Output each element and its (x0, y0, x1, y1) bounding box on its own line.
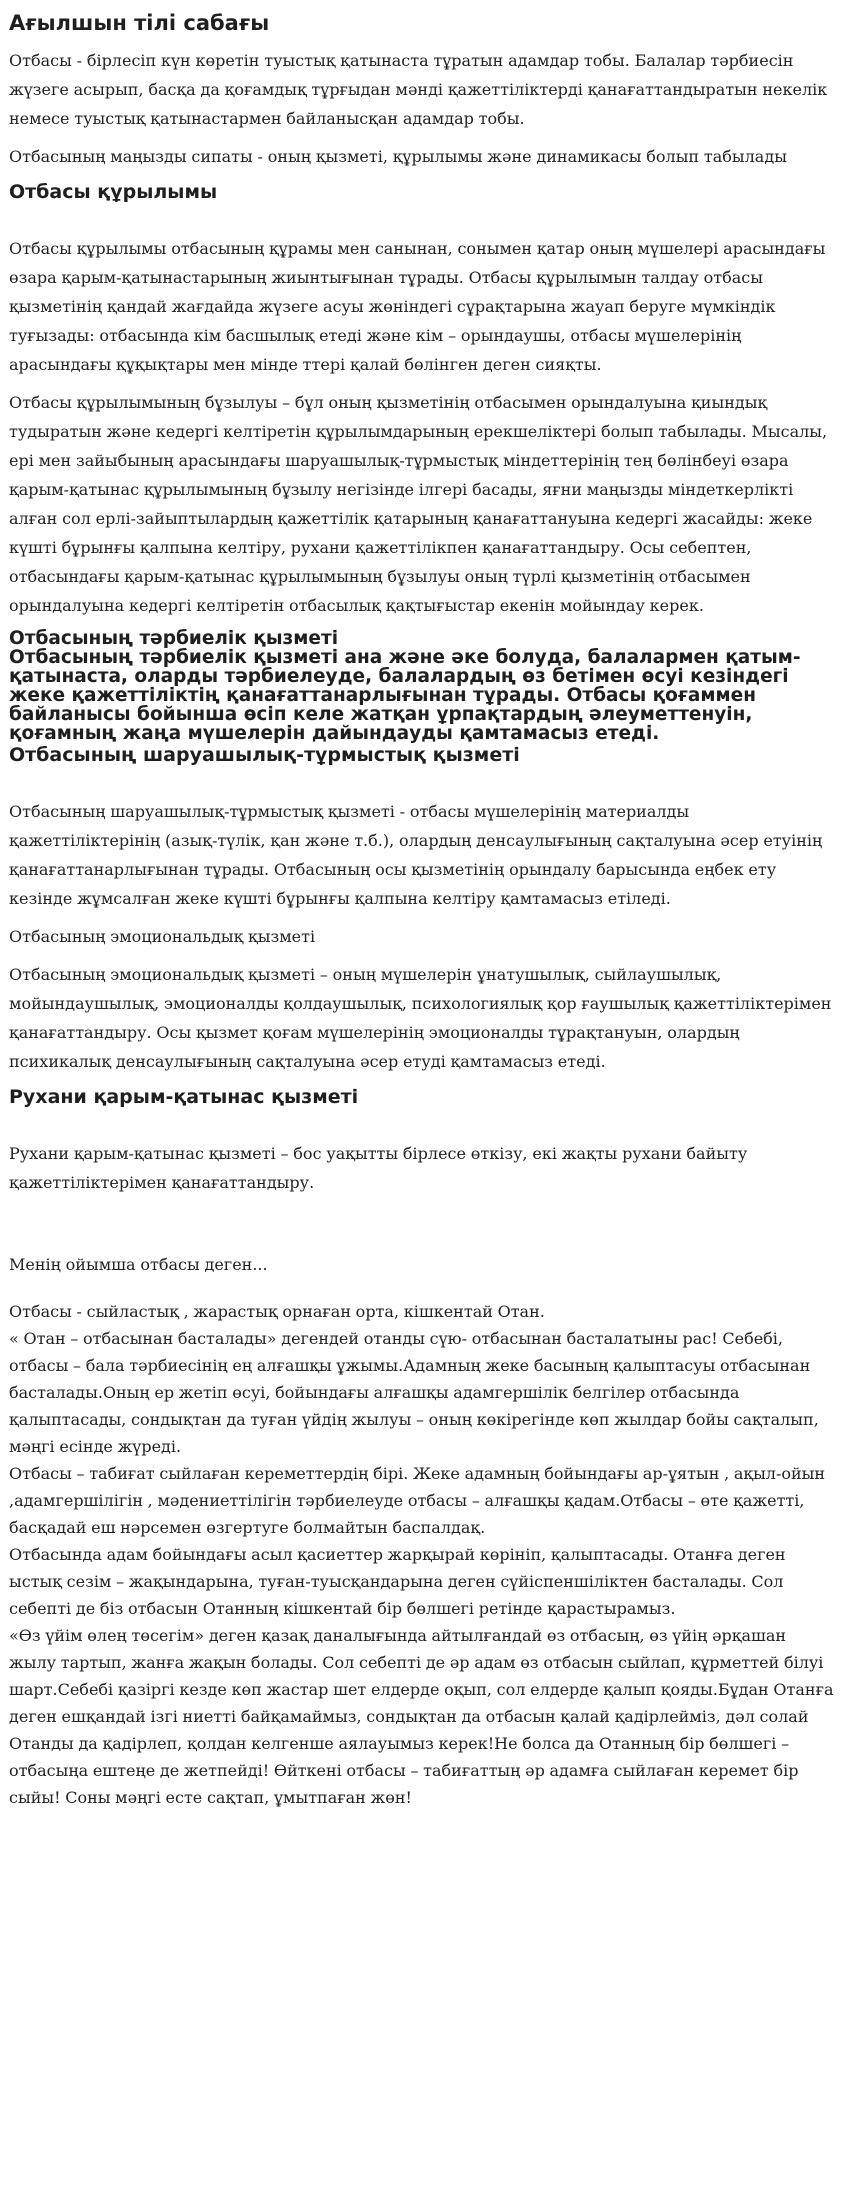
intro-paragraph-2: Отбасының маңызды сипаты - оның қызметі, құрылымы және динамикасы болып табылады (9, 147, 787, 166)
opinion-line-3: Отбасы – табиғат сыйлаған кереметтердің бірі. Жеке адамның бойындағы ар-ұятын , ақыл-ойын ,адамгершілігін , мәдениеттілігін тәрбиелеуде отбасы – алғашқы қадам.Отбасы – өте қажетті, басқадай еш нәрсемен өзгертуге болмайтын баспалдақ. (9, 1464, 826, 1537)
opinion-line-2: « Отан – отбасынан басталады» дегендей отанды сүю- отбасынан басталатыны рас! Себебі, отбасы – бала тәрбиесінің ең алғашқы ұжымы.Адамның жеке басының қалыптасуы отбасынан басталады.Оның ер жетіп өсуі, бойындағы алғашқы адамгершілік белгілер отбасында қалыптасады, сондықтан да туған үйдің жылуы – оның көкірегінде көп жылдар бойы сақталып, мәңгі есінде жүреді. (9, 1329, 819, 1456)
opinion-lead: Менің ойымша отбасы деген... (9, 1255, 268, 1274)
educational-heading: Отбасының тәрбиелік қызметі (9, 628, 339, 649)
household-paragraph: Отбасының шаруашылық-тұрмыстық қызметі - отбасы мүшелерінің материалды қажеттіліктерінің (азық-түлік, қан және т.б.), олардың денсаулығының сақталуына әсер етуінің қанағаттанарлығынан тұрады. Отбасының осы қызметінің орындалу барысында еңбек ету кезінде жұмсалған жеке күшті бұрынғы қалпына келтіру қамтамасыз етіледі. (9, 802, 823, 908)
opinion-line-5: «Өз үйім өлең төсегім» деген қазақ даналығында айтылғандай өз отбасың, өз үйің әрқашан жылу тартып, жанға жақын болады. Сол себепті де әр адам өз отбасын сыйлап, құрметтей білуі шарт.Себебі қазіргі кезде көп жастар шет елдерде оқып, сол елдерде қалып қояды.Бұдан Отанға деген ешқандай ізгі ниетті байқамаймыз, сондықтан да отбасын қалай қадірлейміз, дәл солай Отанды да қадірлеп, қолдан келгенше аялауымыз керек!Не болса да Отанның бір бөлшегі – отбасыңа ештеңе де жетпейді! Өйткені отбасы – табиғаттың әр адамға сыйлаған керемет бір сыйы! Соны мәңгі есте сақтап, ұмытпаған жөн! (9, 1626, 834, 1807)
emotional-heading: Отбасының эмоциональдық қызметі (9, 927, 316, 946)
opinion-line-1: Отбасы - сыйластық , жарастық орнаған орта, кішкентай Отан. (9, 1302, 545, 1321)
page-title: Ағылшын тілі сабағы (9, 11, 270, 35)
emotional-paragraph: Отбасының эмоциональдық қызметі – оның мүшелерін ұнатушылық, сыйлаушылық, мойындаушылық, эмоционалды қолдаушылық, психологиялық қор ғаушылық қажеттіліктерімен қанағаттандыру. Осы қызмет қоғам мүшелерінің эмоционалды тұрақтануын, олардың психикалық денсаулығының сақталуына әсер етуді қамтамасыз етеді. (9, 965, 832, 1071)
structure-paragraph-1: Отбасы құрылымы отбасының құрамы мен санынан, сонымен қатар оның мүшелері арасындағы өзара қарым-қатынастарының жиынтығынан тұрады. Отбасы құрылымын талдау отбасы қызметінің қандай жағдайда жүзеге асуы жөніндегі сұрақтарына жауап беруге мүмкіндік туғызады: отбасында кім басшылық етеді және кім – орындаушы, отбасы мүшелерінің арасындағы құқықтары мен мінде ттері қалай бөлінген деген сияқты. (9, 239, 826, 374)
structure-heading: Отбасы құрылымы (9, 181, 218, 203)
document-page (0, 10, 847, 1811)
spiritual-heading: Рухани қарым-қатынас қызметі (9, 1086, 359, 1108)
opinion-line-4: Отбасында адам бойындағы асыл қасиеттер жарқырай көрініп, қалыптасады. Отанға деген ыстық сезім – жақындарына, туған-туысқандарына деген сүйіспеншіліктен басталады. Сол себепті де біз отбасын Отанның кішкентай бір бөлшегі ретінде қарастырамыз. (9, 1545, 786, 1618)
spiritual-paragraph: Рухани қарым-қатынас қызметі – бос уақытты бірлесе өткізу, екі жақты рухани байыту қажеттіліктерімен қанағаттандыру. (9, 1144, 748, 1192)
intro-paragraph-1: Отбасы - бірлесіп күн көретін туыстық қатынаста тұратын адамдар тобы. Балалар тәрбиесін жүзеге асырып, басқа да қоғамдық тұрғыдан мәнді қажеттіліктерді қанағаттандыратын некелік немесе туыстық қатынастармен байланысқан адамдар тобы. (9, 51, 828, 128)
opinion-essay (9, 1298, 837, 1811)
structure-paragraph-2: Отбасы құрылымының бұзылуы – бұл оның қызметінің отбасымен орындалуына қиындық тудыратын және кедергі келтіретін құрылымдарының ерекшеліктері болып табылады. Мысалы, ері мен зайыбының арасындағы шаруашылық-тұрмыстық міндеттерінің тең бөлінбеуі өзара қарым-қатынас құрылымының бұзылу негізінде ілгері басады, яғни маңызды міндеткерлікті алған сол ерлі-зайыптылардың қажеттілік қатарының қанағаттануына кедергі жасайды: жеке күшті бұрынғы қалпына келтіру, рухани қажеттілікпен қанағаттандыру. Осы себептен, отбасындағы қарым-қатынас құрылымының бұзылуы оның түрлі қызметінің отбасымен орындалуына кедергі келтіретін отбасылық қақтығыстар екенін мойындау керек. (9, 393, 828, 615)
household-heading: Отбасының шаруашылық-тұрмыстық қызметі (9, 744, 520, 766)
educational-bold-text: Отбасының тәрбиелік қызметі ана және әке болуда, балалармен қатым-қатынаста, оларды тәрбиелеуде, балалардың өз бетімен өсуі кезіндегі жеке қажеттіліктің қанағаттанарлығынан тұрады. Отбасы қоғаммен байланысы бойынша өсіп келе жатқан ұрпақтардың әлеуметтенуін, қоғамның жаңа мүшелерін дайындауды қамтамасыз етеді. (9, 647, 801, 744)
